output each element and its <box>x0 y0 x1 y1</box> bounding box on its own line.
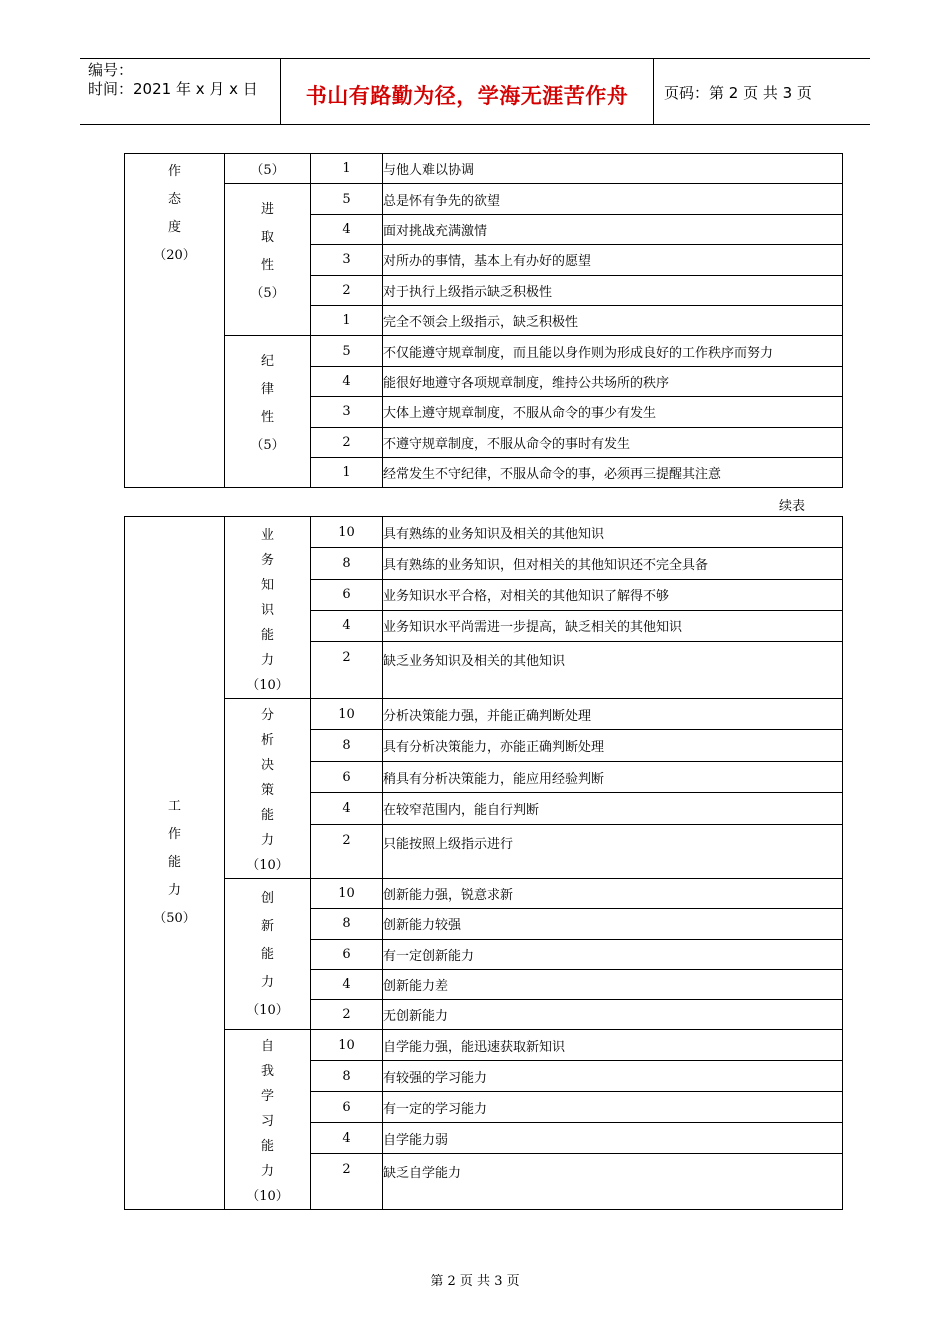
evaluation-table-ability <box>124 516 843 1210</box>
subcategory-label: 创 新 能 力 （10） <box>246 891 289 1018</box>
criteria-cell: 经常发生不守纪律，不服从命令的事，必须再三提醒其注意 <box>383 457 843 487</box>
evaluation-table-attitude <box>124 153 843 488</box>
score-cell: 8 <box>311 909 383 939</box>
criteria-cell: 对于执行上级指示缺乏积极性 <box>383 275 843 305</box>
score-cell: 10 <box>311 1030 383 1061</box>
criteria-cell: 面对挑战充满激情 <box>383 214 843 244</box>
score-cell: 4 <box>311 366 383 396</box>
score-cell: 10 <box>311 699 383 730</box>
score-cell: 2 <box>311 824 383 878</box>
criteria-cell: 具有熟练的业务知识及相关的其他知识 <box>383 517 843 548</box>
criteria-cell: 业务知识水平合格，对相关的其他知识了解得不够 <box>383 579 843 610</box>
criteria-cell: 不仅能遵守规章制度，而且能以身作则为形成良好的工作秩序而努力 <box>383 336 843 366</box>
subcategory-cell <box>225 336 311 488</box>
subcategory-label: 纪 律 性 （5） <box>250 354 285 454</box>
criteria-cell: 创新能力差 <box>383 969 843 999</box>
score-cell: 6 <box>311 579 383 610</box>
score-cell: 2 <box>311 1154 383 1210</box>
subcategory-cell <box>225 1030 311 1210</box>
criteria-cell: 缺乏业务知识及相关的其他知识 <box>383 642 843 699</box>
criteria-cell: 创新能力强，锐意求新 <box>383 879 843 909</box>
score-cell: 2 <box>311 642 383 699</box>
score-cell: 1 <box>311 154 383 184</box>
header-page-number: 页码：第 2 页 共 3 页 <box>664 84 812 102</box>
table-row <box>125 1030 843 1061</box>
table-row <box>125 879 843 909</box>
score-cell: 2 <box>311 1000 383 1030</box>
criteria-cell: 有一定的学习能力 <box>383 1092 843 1123</box>
score-cell: 4 <box>311 214 383 244</box>
score-cell: 4 <box>311 610 383 641</box>
table-row <box>125 699 843 730</box>
continued-label: 续表 <box>779 499 806 514</box>
criteria-cell: 分析决策能力强，并能正确判断处理 <box>383 699 843 730</box>
subcategory-score: （5） <box>225 154 311 184</box>
score-cell: 5 <box>311 184 383 214</box>
table-row <box>125 517 843 548</box>
score-cell: 4 <box>311 793 383 824</box>
subcategory-label: 业 务 知 识 能 力 （10） <box>246 528 289 693</box>
score-cell: 4 <box>311 969 383 999</box>
score-cell: 8 <box>311 1061 383 1092</box>
serial-label: 编号： <box>88 61 134 79</box>
score-cell: 5 <box>311 336 383 366</box>
score-cell: 6 <box>311 761 383 792</box>
score-cell: 3 <box>311 245 383 275</box>
criteria-cell: 有一定创新能力 <box>383 939 843 969</box>
score-cell: 6 <box>311 1092 383 1123</box>
page-header <box>80 58 870 125</box>
subcategory-cell <box>225 184 311 336</box>
score-cell: 3 <box>311 397 383 427</box>
criteria-cell: 缺乏自学能力 <box>383 1154 843 1210</box>
criteria-cell: 与他人难以协调 <box>383 154 843 184</box>
score-cell: 10 <box>311 517 383 548</box>
criteria-cell: 不遵守规章制度，不服从命令的事时有发生 <box>383 427 843 457</box>
criteria-cell: 无创新能力 <box>383 1000 843 1030</box>
criteria-cell: 能很好地遵守各项规章制度，维持公共场所的秩序 <box>383 366 843 396</box>
subcategory-cell <box>225 699 311 879</box>
criteria-cell: 具有熟练的业务知识，但对相关的其他知识还不完全具备 <box>383 548 843 579</box>
criteria-cell: 只能按照上级指示进行 <box>383 824 843 878</box>
criteria-cell: 自学能力弱 <box>383 1123 843 1154</box>
criteria-cell: 在较窄范围内，能自行判断 <box>383 793 843 824</box>
criteria-cell: 完全不领会上级指示，缺乏积极性 <box>383 305 843 335</box>
score-cell: 1 <box>311 305 383 335</box>
criteria-cell: 业务知识水平尚需进一步提高，缺乏相关的其他知识 <box>383 610 843 641</box>
table-row <box>125 184 843 214</box>
subcategory-cell <box>225 879 311 1030</box>
score-cell: 8 <box>311 730 383 761</box>
score-cell: 2 <box>311 427 383 457</box>
criteria-cell: 大体上遵守规章制度，不服从命令的事少有发生 <box>383 397 843 427</box>
header-motto: 书山有路勤为径，学海无涯苦作舟 <box>281 59 654 124</box>
score-cell: 1 <box>311 457 383 487</box>
criteria-cell: 创新能力较强 <box>383 909 843 939</box>
score-cell: 6 <box>311 939 383 969</box>
criteria-cell: 总是怀有争先的欲望 <box>383 184 843 214</box>
table-row <box>125 336 843 366</box>
score-cell: 10 <box>311 879 383 909</box>
criteria-cell: 具有分析决策能力，亦能正确判断处理 <box>383 730 843 761</box>
category-cell <box>125 517 225 1210</box>
header-meta <box>80 59 281 124</box>
table-row <box>125 154 843 184</box>
subcategory-label: 自 我 学 习 能 力 （10） <box>246 1039 289 1205</box>
page-footer: 第 2 页 共 3 页 <box>430 1274 520 1289</box>
score-cell: 2 <box>311 275 383 305</box>
subcategory-label: 分 析 决 策 能 力 （10） <box>246 708 289 873</box>
score-cell: 8 <box>311 548 383 579</box>
subcategory-cell <box>225 517 311 699</box>
criteria-cell: 自学能力强，能迅速获取新知识 <box>383 1030 843 1061</box>
criteria-cell: 稍具有分析决策能力，能应用经验判断 <box>383 761 843 792</box>
criteria-cell: 对所办的事情，基本上有办好的愿望 <box>383 245 843 275</box>
category-label: 作 态 度 （20） <box>153 164 196 263</box>
score-cell: 4 <box>311 1123 383 1154</box>
criteria-cell: 有较强的学习能力 <box>383 1061 843 1092</box>
date-text: 时间：2021 年 x 月 x 日 <box>88 80 258 98</box>
category-cell <box>125 154 225 488</box>
subcategory-label: 进 取 性 （5） <box>250 202 285 302</box>
category-label: 工 作 能 力 （50） <box>153 799 196 927</box>
